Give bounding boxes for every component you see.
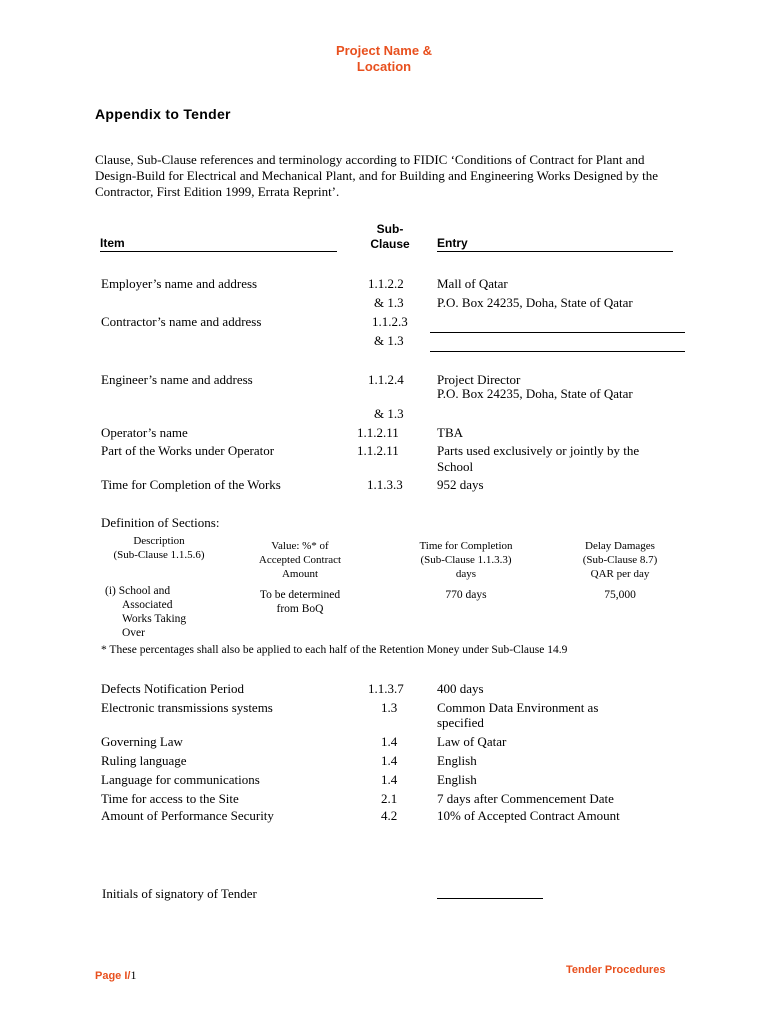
footer-section-title: Tender Procedures [566,964,666,976]
row-contractor-item: Contractor’s name and address [101,314,262,329]
row-operator-entry: TBA [437,425,463,440]
row-employer-item: Employer’s name and address [101,276,258,291]
row-works-operator-entry: Parts used exclusively or jointly by the [437,443,640,458]
row-law-clause: 1.4 [381,734,398,749]
row-employer-clause: 1.1.2.2 [368,276,404,291]
section-row-time: 770 days [445,589,487,601]
project-name: Project Name & [335,43,433,58]
row-defects-clause: 1.1.3.7 [368,681,404,696]
row-ruling-entry: English [437,753,477,768]
sections-footnote: * These percentages shall also be applied to each half of the Retention Money under Sub-Clause 14.9 [101,644,568,656]
header-entry: Entry [437,236,673,252]
row-engineer-entry-2: P.O. Box 24235, Doha, State of Qatar [437,386,633,401]
page-title: Appendix to Tender [95,106,231,122]
row-operator-item: Operator’s name [101,425,188,440]
row-contractor-clause-2: & 1.3 [374,333,404,348]
row-completion-clause: 1.1.3.3 [367,477,403,492]
row-defects-entry: 400 days [437,681,484,696]
initials-signature-line[interactable] [437,898,543,899]
row-ruling-clause: 1.4 [381,753,398,768]
row-defects-item: Defects Notification Period [101,681,244,696]
row-ruling-item: Ruling language [101,753,187,768]
sections-header-delay: Delay Damages (Sub-Clause 8.7) QAR per day [582,540,658,580]
row-electronic-entry: Common Data Environment as [437,700,599,715]
row-comms-entry: English [437,772,477,787]
row-completion-item: Time for Completion of the Works [101,477,281,492]
row-employer-entry-2: P.O. Box 24235, Doha, State of Qatar [437,295,633,310]
row-electronic-entry-2: specified [437,715,484,730]
row-engineer-clause: 1.1.2.4 [368,372,404,387]
section-row-description: (i) School and Associated Works Taking Over [105,585,187,639]
row-engineer-item: Engineer’s name and address [101,372,253,387]
row-works-operator-clause: 1.1.2.11 [357,443,399,458]
page-number: Page I/1 [95,968,137,982]
row-electronic-item: Electronic transmissions systems [101,700,273,715]
row-comms-item: Language for communications [101,772,260,787]
header-subclause: Sub- Clause [370,222,410,251]
row-works-operator-item: Part of the Works under Operator [101,443,275,458]
project-location: Location [356,59,412,74]
sections-label: Definition of Sections: [101,515,220,530]
project-header [0,43,768,75]
row-engineer-clause-2: & 1.3 [374,406,404,421]
row-completion-entry: 952 days [437,477,484,492]
row-electronic-clause: 1.3 [381,700,398,715]
contractor-blank-line-2 [430,351,685,352]
row-access-entry: 7 days after Commencement Date [437,791,614,806]
initials-label: Initials of signatory of Tender [102,886,257,901]
row-employer-clause-2: & 1.3 [374,295,404,310]
row-contractor-clause: 1.1.2.3 [372,314,408,329]
contractor-blank-line-1 [430,332,685,333]
section-row-value: To be determined from BoQ [259,589,341,615]
row-employer-entry: Mall of Qatar [437,276,508,291]
intro-paragraph: Clause, Sub-Clause references and terminology according to FIDIC ‘Conditions of Contract for Plant and Design-Build for Electrical and Mechanical Plant, and for Building and Engineering Works Designed by the Contractor, First Edition 1999, Errata Reprint’. [95,152,658,199]
row-law-item: Governing Law [101,734,183,749]
row-security-clause: 4.2 [381,808,398,823]
row-access-clause: 2.1 [381,791,398,806]
sections-header-description: Description (Sub-Clause 1.1.5.6) [113,535,205,561]
row-engineer-entry: Project Director [437,372,521,387]
row-access-item: Time for access to the Site [101,791,239,806]
row-security-item: Amount of Performance Security [101,808,274,823]
row-comms-clause: 1.4 [381,772,398,787]
row-law-entry: Law of Qatar [437,734,507,749]
row-operator-clause: 1.1.2.11 [357,425,399,440]
row-security-entry: 10% of Accepted Contract Amount [437,808,620,823]
header-item: Item [100,236,337,252]
sections-header-time: Time for Completion (Sub-Clause 1.1.3.3) days [419,540,513,580]
row-works-operator-entry-2: School [437,459,474,474]
section-row-delay: 75,000 [604,589,636,601]
sections-header-value: Value: %* of Accepted Contract Amount [258,540,342,580]
